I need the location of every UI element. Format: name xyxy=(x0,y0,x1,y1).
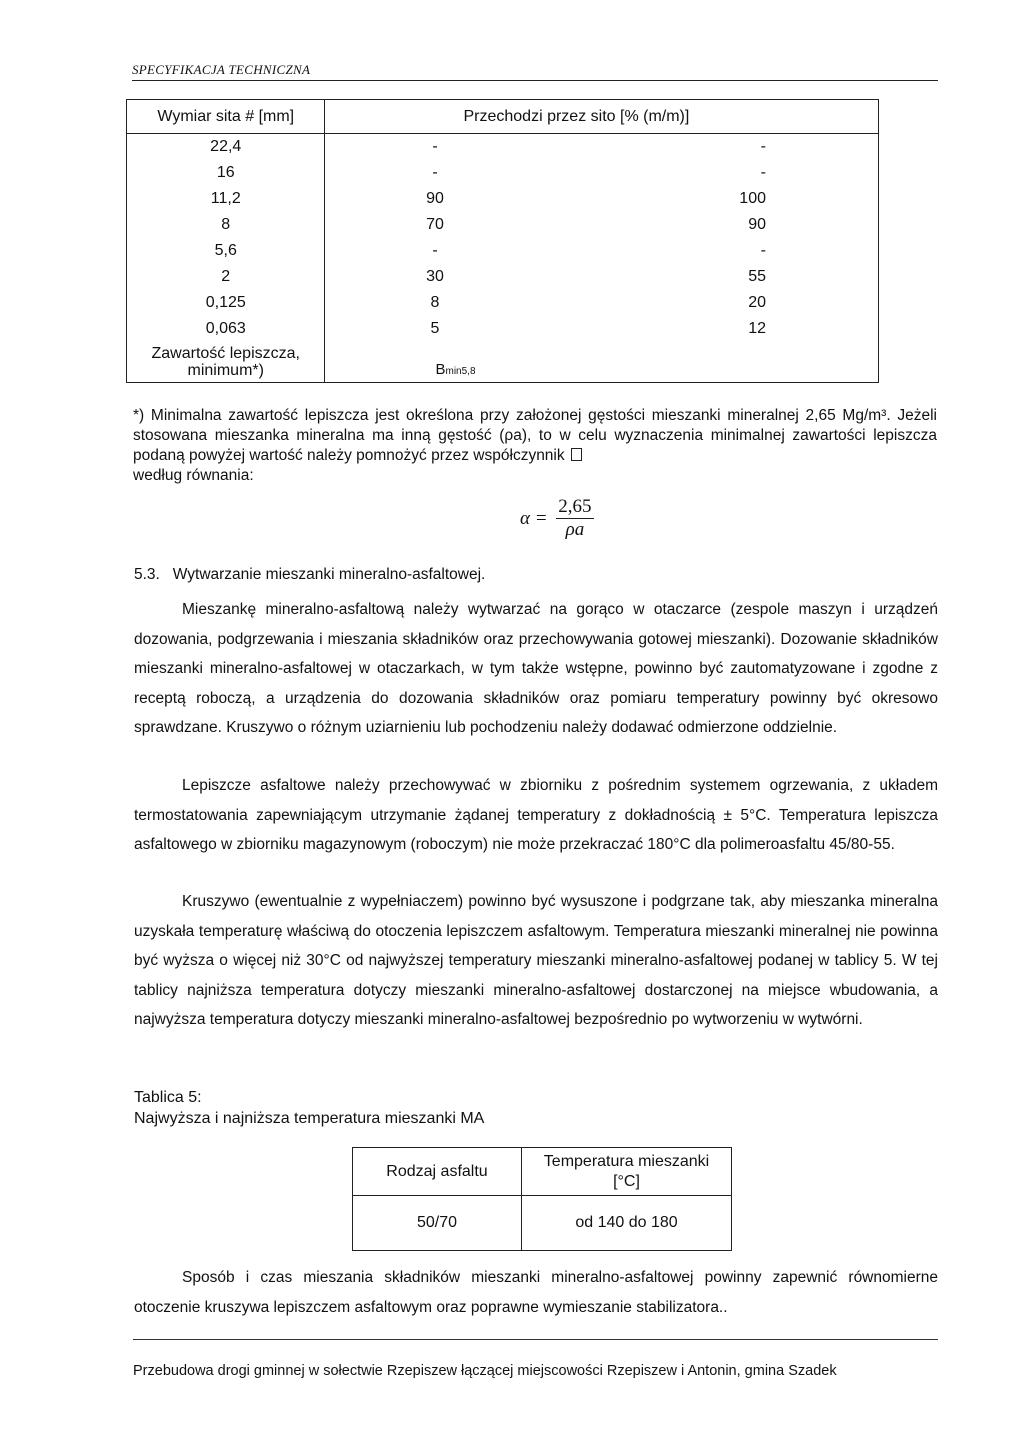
mix-temperature-header-line1: Temperatura mieszanki xyxy=(543,1152,710,1170)
passing-min-cell: 8 xyxy=(325,290,545,316)
section-heading xyxy=(134,566,485,584)
paragraph: Kruszywo (ewentualnie z wypełniaczem) powinno być wysuszone i podgrzane tak, aby mieszanka mineralna uzyskała temperaturę właściwą do otoczenia lepiszczem asfaltowym. Temperatura mieszanki mineralnej nie powinna być wyższa o więcej niż 30°C od najwyższej temperatury mieszanki mineralno-asfaltowej podanej w tablicy 5. W tej tablicy najniższa temperatura dotyczy mieszanki mineralno-asfaltowej dostarczonej na miejsce wbudowania, a najwyższa temperatura dotyczy mieszanki mineralno-asfaltowej bezpośrednio po wytworzeniu w wytwórni. xyxy=(134,893,938,1028)
document-header: SPECYFIKACJA TECHNICZNA xyxy=(132,62,311,77)
sieve-table xyxy=(126,99,879,383)
temperature-table xyxy=(352,1147,732,1251)
passing-max-cell: 90 xyxy=(545,212,879,238)
sieve-size-header: Wymiar sita # [mm] xyxy=(127,100,325,134)
table-row xyxy=(127,134,879,161)
table5-caption-title: Najwyższa i najniższa temperatura mieszanki MA xyxy=(134,1110,485,1127)
binder-label-line2: minimum*) xyxy=(187,362,264,379)
sieve-size-cell: 2 xyxy=(127,264,325,290)
temperature-table-header-row xyxy=(353,1148,732,1196)
section-title: Wytwarzanie mieszanki mineralno-asfaltowej. xyxy=(172,566,486,583)
table-row xyxy=(127,186,879,212)
table-row xyxy=(127,316,879,342)
table5-caption xyxy=(134,1087,484,1129)
table-row xyxy=(127,160,879,186)
footnote-tail: według równania: xyxy=(133,467,254,484)
footer-divider xyxy=(133,1339,938,1340)
formula-fraction xyxy=(556,496,593,541)
formula-denominator: ρa xyxy=(565,519,585,540)
coefficient-symbol-box xyxy=(571,448,582,461)
sieve-size-cell: 16 xyxy=(127,160,325,186)
passing-min-cell: - xyxy=(325,160,545,186)
table-row xyxy=(127,290,879,316)
alpha-formula xyxy=(520,496,594,541)
binder-value: B xyxy=(435,360,446,378)
passing-header: Przechodzi przez sito [% (m/m)] xyxy=(325,100,879,134)
passing-max-cell: 20 xyxy=(545,290,879,316)
footnote-text: Minimalna zawartość lepiszcza jest określona przy założonej gęstości mieszanki mineralnej 2,65 Mg/m³. Jeżeli stosowana mieszanka mineralna ma inną gęstość (ρa), to w celu wyznaczenia minimalnej zawartości lepiszcza podaną powyżej wartość należy pomnożyć przez współczynnik xyxy=(133,407,937,464)
binder-label-line1: Zawartość lepiszcza, xyxy=(151,345,300,362)
passing-min-cell: 70 xyxy=(325,212,545,238)
passing-max-cell: - xyxy=(545,238,879,264)
footnote xyxy=(133,406,937,486)
binder-content-label xyxy=(127,342,325,383)
closing-paragraph: Sposób i czas mieszania składników mieszanki mineralno-asfaltowej powinny zapewnić równomierne otoczenie kruszywa lepiszczem asfaltowym oraz poprawne wymieszanie stabilizatora.. xyxy=(134,1269,938,1316)
passing-max-cell: - xyxy=(545,160,879,186)
passing-max-cell: 12 xyxy=(545,316,879,342)
sieve-size-cell: 8 xyxy=(127,212,325,238)
passing-min-cell: - xyxy=(325,134,545,161)
passing-min-cell: 5 xyxy=(325,316,545,342)
paragraph: Mieszankę mineralno-asfaltową należy wytwarzać na gorąco w otaczarce (zespole maszyn i urządzeń dozowania, podgrzewania i mieszania składników oraz przechowywania gotowej mieszanki). Dozowanie składników mieszanki mineralno-asfaltowej w otaczarkach, w tym także wstępne, powinno być zautomatyzowane i zgodne z receptą roboczą, a urządzenia do dozowania składników oraz pomiaru temperatury powinny być okresowo sprawdzane. Kruszywo o różnym uziarnieniu lub pochodzeniu należy dodawać odmierzone oddzielnie. xyxy=(134,601,938,736)
asphalt-type-cell: 50/70 xyxy=(353,1196,522,1251)
sieve-size-cell: 5,6 xyxy=(127,238,325,264)
binder-content-row xyxy=(127,342,879,383)
sieve-size-cell: 0,125 xyxy=(127,290,325,316)
table-row xyxy=(127,212,879,238)
passing-min-cell: 90 xyxy=(325,186,545,212)
sieve-size-cell: 22,4 xyxy=(127,134,325,161)
table5-caption-number: Tablica 5: xyxy=(134,1089,202,1106)
paragraph: Lepiszcze asfaltowe należy przechowywać w zbiorniku z pośrednim systemem ogrzewania, z układem termostatowania zapewniającym utrzymanie żądanej temperatury z dokładnością ± 5°C. Temperatura lepiszcza asfaltowego w zbiorniku magazynowym (roboczym) nie może przekraczać 180°C dla polimeroasfaltu 45/80-55. xyxy=(134,777,938,853)
formula-lhs: α = xyxy=(520,507,548,529)
asphalt-type-header: Rodzaj asfaltu xyxy=(353,1148,522,1196)
sieve-size-cell: 0,063 xyxy=(127,316,325,342)
mix-temperature-header-line2: [°C] xyxy=(613,1172,640,1190)
footnote-mark: *) xyxy=(133,407,145,424)
section-number: 5.3. xyxy=(134,566,160,583)
sieve-table-header-row xyxy=(127,100,879,134)
passing-max-cell: - xyxy=(545,134,879,161)
table-row xyxy=(127,238,879,264)
passing-min-cell: 30 xyxy=(325,264,545,290)
formula-numerator: 2,65 xyxy=(558,496,592,517)
sieve-size-cell: 11,2 xyxy=(127,186,325,212)
table-row xyxy=(353,1196,732,1251)
passing-min-cell: - xyxy=(325,238,545,264)
binder-content-value xyxy=(325,342,879,383)
passing-max-cell: 55 xyxy=(545,264,879,290)
mix-temperature-header xyxy=(522,1148,732,1196)
binder-value-subscript: min5,8 xyxy=(445,365,476,377)
mix-temperature-cell: od 140 do 180 xyxy=(522,1196,732,1251)
passing-max-cell: 100 xyxy=(545,186,879,212)
header-divider xyxy=(132,80,938,81)
document-footer: Przebudowa drogi gminnej w sołectwie Rzepiszew łączącej miejscowości Rzepiszew i Antonin, gmina Szadek xyxy=(133,1363,837,1379)
table-row xyxy=(127,264,879,290)
